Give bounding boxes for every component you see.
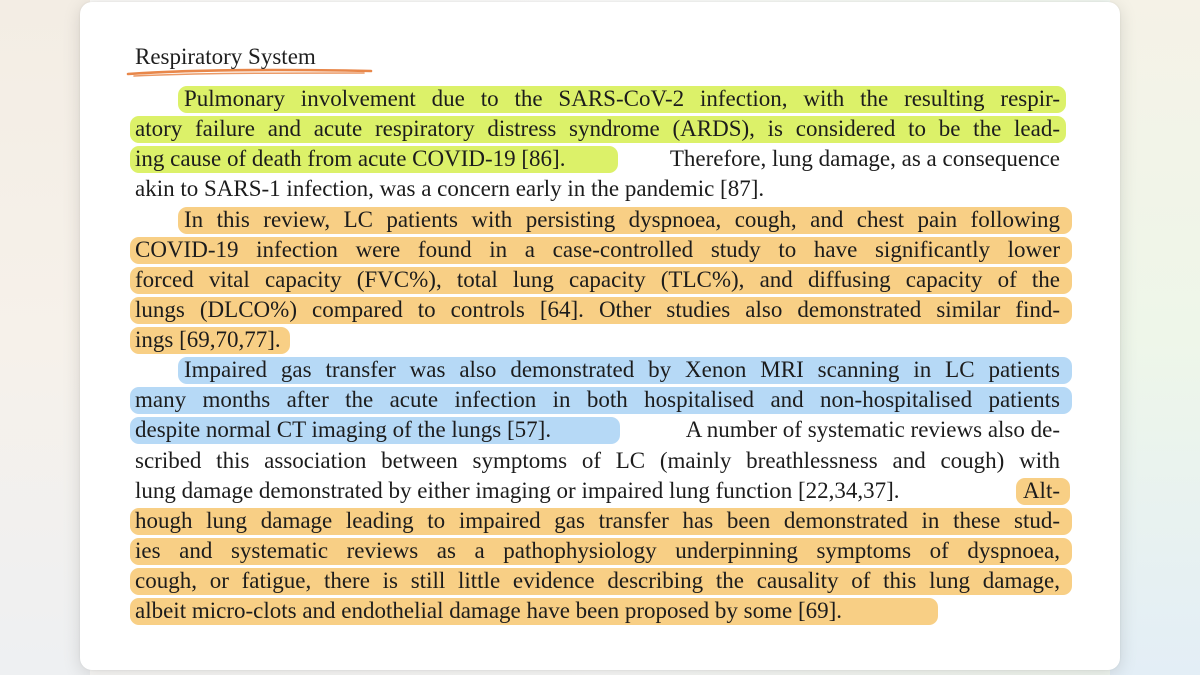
paragraph-2-line-3: forced vital capacity (FVC%), total lung capacity (TLC%), and diffusing capacity of the — [135, 267, 1060, 292]
background-left-edge — [0, 0, 90, 675]
paragraph-3-line-1: Impaired gas transfer was also demonstrated by Xenon MRI scanning in LC patients — [184, 357, 1060, 382]
paragraph-3-line-7: ies and systematic reviews as a pathophysiology underpinning symptoms of dyspnoea, — [135, 538, 1060, 563]
paragraph-3-line-9: albeit micro-clots and endothelial damage have been proposed by some [69]. — [135, 598, 843, 623]
background-right-edge — [1110, 0, 1200, 675]
paragraph-1-line-4: akin to SARS-1 infection, was a concern early in the pandemic [87]. — [135, 176, 765, 201]
paragraph-3-line-6: hough lung damage leading to impaired gas transfer has been demonstrated in these stud- — [135, 508, 1060, 533]
paragraph-2-line-2: COVID-19 infection were found in a case-controlled study to have significantly lower — [135, 237, 1060, 262]
paragraph-1-line-3a: ing cause of death from acute COVID-19 [86]. — [135, 146, 566, 171]
paragraph-2-line-5: ings [69,70,77]. — [135, 327, 281, 352]
paragraph-1-line-2: atory failure and acute respiratory distress syndrome (ARDS), is considered to be the lead- — [135, 116, 1060, 141]
paragraph-1-line-1: Pulmonary involvement due to the SARS-CoV-2 infection, with the resulting respir- — [184, 86, 1060, 111]
paragraph-1-line-3b: Therefore, lung damage, as a consequence — [669, 146, 1060, 171]
paragraph-3-line-5a: lung damage demonstrated by either imaging or impaired lung function [22,34,37]. — [135, 478, 900, 503]
paragraph-3-line-5b: Alt- — [1022, 478, 1060, 503]
paragraph-3-line-2: many months after the acute infection in both hospitalised and non-hospitalised patients — [135, 387, 1060, 412]
paragraph-3-line-3b: A number of systematic reviews also de- — [685, 417, 1060, 442]
paragraph-3-line-4: scribed this association between symptoms of LC (mainly breathlessness and cough) with — [135, 448, 1060, 473]
paragraph-3-line-8: cough, or fatigue, there is still little evidence describing the causality of this lung damage, — [135, 568, 1060, 593]
paragraph-2-line-4: lungs (DLCO%) compared to controls [64]. Other studies also demonstrated similar find- — [135, 297, 1060, 322]
paragraph-2-line-1: In this review, LC patients with persisting dyspnoea, cough, and chest pain following — [184, 207, 1060, 232]
section-heading: Respiratory System — [135, 44, 316, 69]
paragraph-3-line-3a: despite normal CT imaging of the lungs [57]. — [135, 417, 552, 442]
